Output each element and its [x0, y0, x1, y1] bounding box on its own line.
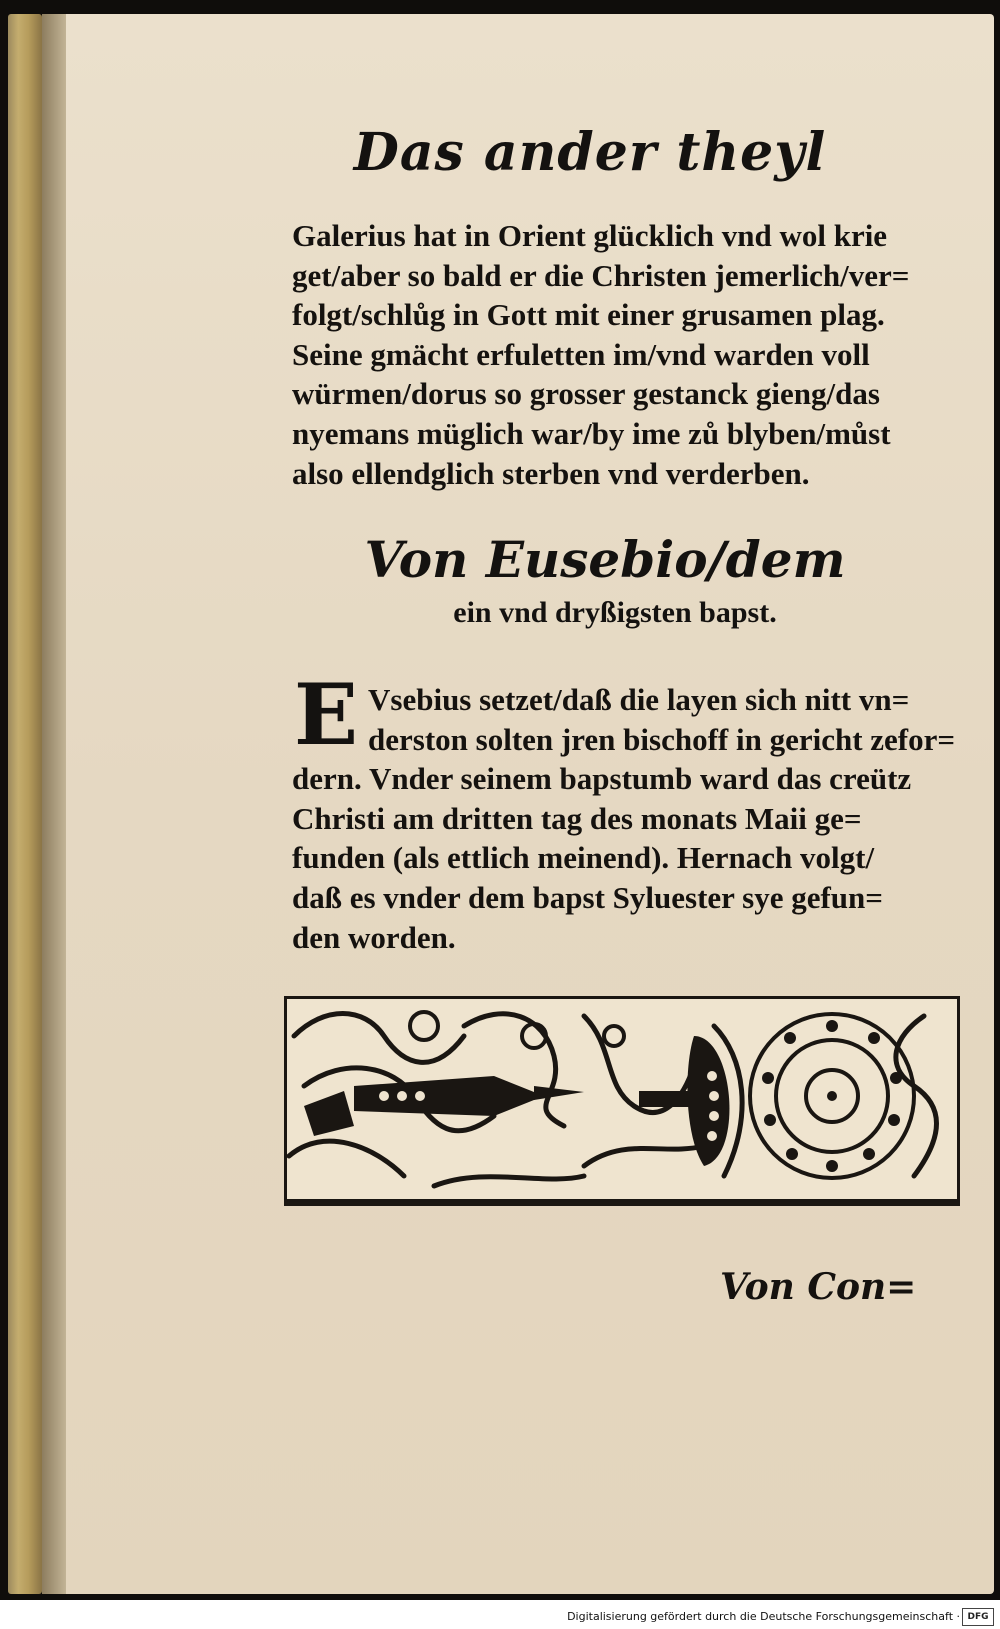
paragraph-eusebius: [292, 680, 992, 957]
footer: [0, 1600, 1000, 1629]
text-line: Seine gmächt erfuletten im/vnd warden voll: [292, 336, 870, 372]
dfg-logo: DFG: [962, 1608, 994, 1626]
paragraph-galerius: [292, 216, 992, 493]
text-line: Christi am dritten tag des monats Maii ge=: [292, 800, 862, 836]
text-line: Vsebius setzet/daß die layen sich nitt vn=: [368, 682, 910, 717]
text-line: würmen/dorus so grosser gestanck gieng/das: [292, 376, 880, 412]
text-line: nyemans müglich war/by ime zů blyben/můst: [292, 415, 891, 451]
text-line: dern. Vnder seinem bapstumb ward das creütz: [292, 761, 912, 797]
catchword: Von Con=: [720, 1266, 917, 1308]
text-line: den worden.: [292, 919, 456, 955]
text-line: derston solten jren bischoff in gericht zefor=: [368, 721, 956, 757]
section-subheading: ein vnd dryßigsten bapst.: [453, 596, 777, 629]
drop-cap-initial: E: [293, 665, 359, 764]
book-page-edges: [8, 14, 42, 1594]
section-heading: Von Eusebio/dem: [364, 530, 846, 589]
book-page: [66, 14, 994, 1594]
text-line: folgt/schlůg in Gott mit einer grusamen plag.: [292, 297, 885, 333]
text-line: funden (als ettlich meinend). Hernach volgt/: [292, 840, 875, 876]
running-head: Das ander theyl: [353, 122, 827, 183]
woodcut-ornament: [284, 996, 960, 1206]
text-line: daß es vnder dem bapst Syluester sye gefun=: [292, 879, 883, 915]
text-line: Galerius hat in Orient glücklich vnd wol krie: [292, 218, 888, 253]
text-line: also ellendglich sterben vnd verderben.: [292, 455, 810, 491]
funding-notice: Digitalisierung gefördert durch die Deutsche Forschungsgemeinschaft ·: [567, 1610, 960, 1623]
text-line: get/aber so bald er die Christen jemerlich/ver=: [292, 257, 910, 293]
woodcut-ornament-illustration: [284, 996, 960, 1202]
